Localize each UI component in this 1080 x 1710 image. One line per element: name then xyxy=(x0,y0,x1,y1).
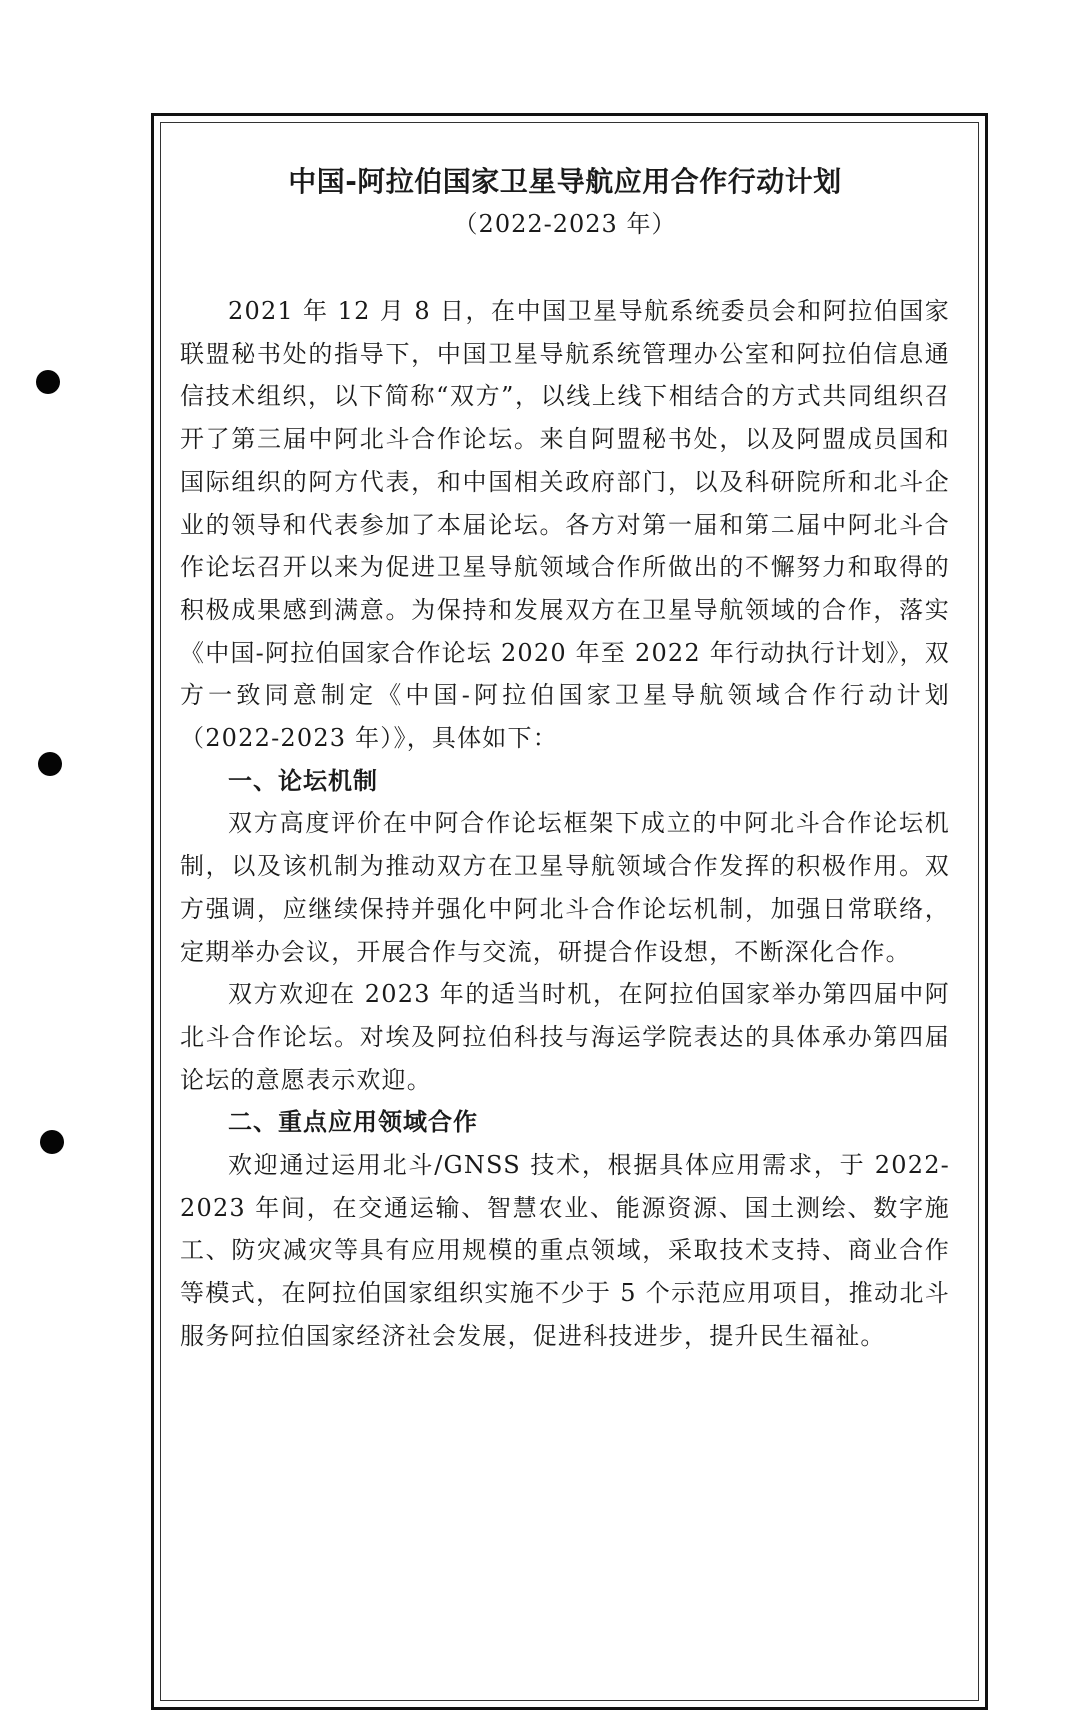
section-heading-key-application-areas: 二、重点应用领域合作 xyxy=(228,1108,478,1137)
document-body xyxy=(180,160,950,1358)
document-subtitle: （2022-2023 年） xyxy=(453,210,677,238)
section-heading-forum-mechanism: 一、论坛机制 xyxy=(228,766,378,795)
punch-hole-top xyxy=(36,370,60,394)
punch-hole-bottom xyxy=(40,1130,64,1154)
section1-paragraph-1: 双方高度评价在中阿合作论坛框架下成立的中阿北斗合作论坛机制，以及该机制为推动双方在卫星导航领域合作发挥的积极作用。双方强调，应继续保持并强化中阿北斗合作论坛机制，加强日常联络，定期举办会议，开展合作与交流，研提合作设想，不断深化合作。 xyxy=(180,809,950,966)
section1-paragraph-2: 双方欢迎在 2023 年的适当时机，在阿拉伯国家举办第四届中阿北斗合作论坛。对埃及阿拉伯科技与海运学院表达的具体承办第四届论坛的意愿表示欢迎。 xyxy=(180,980,950,1094)
punch-hole-middle xyxy=(38,752,62,776)
section2-paragraph-1: 欢迎通过运用北斗/GNSS 技术，根据具体应用需求，于 2022-2023 年间，在交通运输、智慧农业、能源资源、国土测绘、数字施工、防灾减灾等具有应用规模的重点领域，采取技术支持、商业合作等模式，在阿拉伯国家组织实施不少于 5 个示范应用项目，推动北斗服务阿拉伯国家经济社会发展，促进科技进步，提升民生福祉。 xyxy=(180,1151,950,1350)
intro-paragraph: 2021 年 12 月 8 日，在中国卫星导航系统委员会和阿拉伯国家联盟秘书处的指导下，中国卫星导航系统管理办公室和阿拉伯信息通信技术组织，以下简称“双方”，以线上线下相结合的方式共同组织召开了第三届中阿北斗合作论坛。来自阿盟秘书处，以及阿盟成员国和国际组织的阿方代表，和中国相关政府部门，以及科研院所和北斗企业的领导和代表参加了本届论坛。各方对第一届和第二届中阿北斗合作论坛召开以来为促进卫星导航领域合作所做出的不懈努力和取得的积极成果感到满意。为保持和发展双方在卫星导航领域的合作，落实《中国-阿拉伯国家合作论坛 2020 年至 2022 年行动执行计划》，双方一致同意制定《中国-阿拉伯国家卫星导航领域合作行动计划（2022-2023 年）》，具体如下： xyxy=(180,297,950,753)
document-title: 中国-阿拉伯国家卫星导航应用合作行动计划 xyxy=(288,165,842,198)
